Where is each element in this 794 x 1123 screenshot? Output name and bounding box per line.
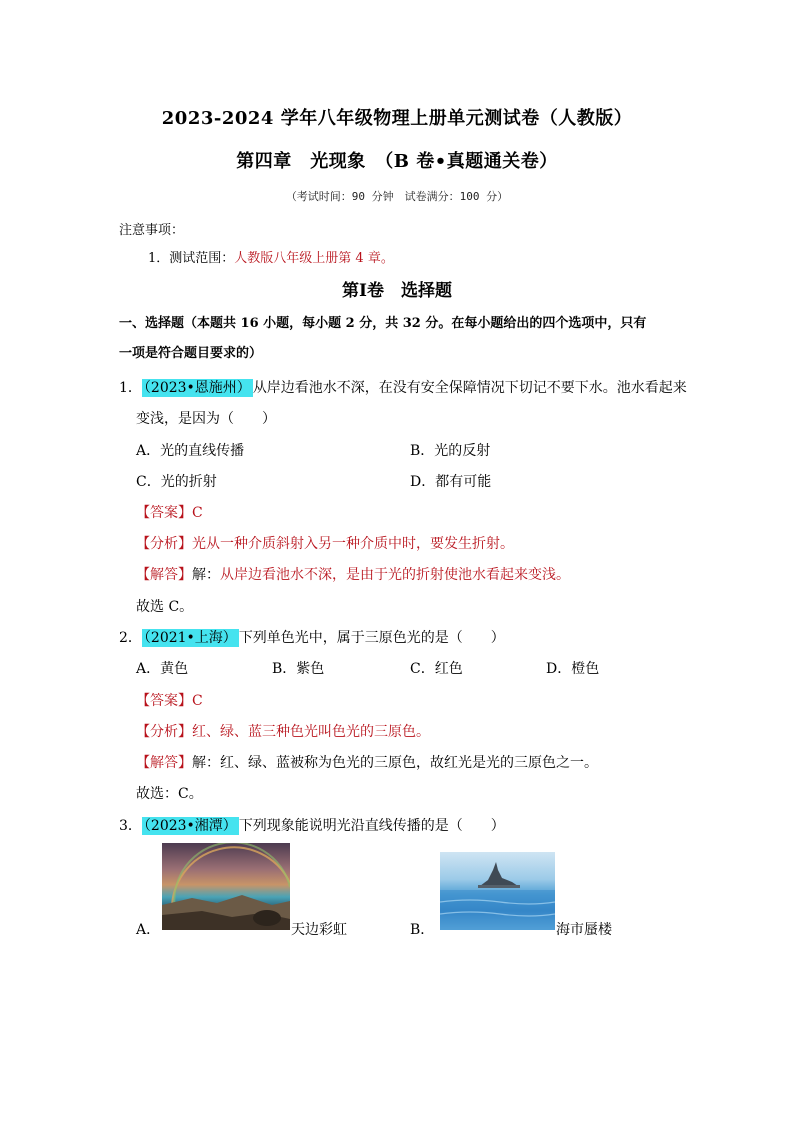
question-3-source-tag: （2023•湘潭） (143, 818, 237, 834)
question-2-answer (136, 690, 203, 710)
question-2-analysis (136, 721, 430, 741)
chapter-title: 第四章 光现象 （B 卷•真题通关卷） (236, 151, 558, 172)
solution-label: 【解答】 (136, 755, 192, 771)
question-2-option-d: D．橙色 (546, 661, 600, 677)
instructions-line-2: 一项是符合题目要求的） (119, 346, 263, 361)
question-2-option-c: C．红色 (410, 661, 463, 677)
question-2-solution (136, 752, 598, 772)
question-2-source-tag: （2021•上海） (143, 630, 237, 646)
question-2-option-a: A．黄色 (136, 661, 189, 677)
solution-label: 【解答】 (136, 567, 192, 583)
question-1-answer (136, 502, 203, 522)
question-2-stem (119, 627, 505, 647)
scope-label: 1．测试范围： (148, 251, 235, 266)
analysis-text: 红、绿、蓝三种色光叫色光的三原色。 (192, 724, 430, 740)
solution-text: 红、绿、蓝被称为色光的三原色，故红光是光的三原色之一。 (220, 755, 598, 771)
analysis-label: 【分析】 (136, 724, 192, 740)
question-1-stem (119, 377, 687, 397)
question-2-text: 下列单色光中，属于三原色光的是（ ） (238, 630, 505, 646)
rainbow-illustration (162, 843, 290, 930)
question-2-final: 故选：C。 (136, 786, 203, 802)
question-3-text: 下列现象能说明光沿直线传播的是（ ） (238, 818, 505, 834)
question-2-number: 2． (119, 630, 142, 646)
exam-meta: （考试时间：90 分钟 试卷满分：100 分） (285, 190, 509, 203)
analysis-text: 光从一种介质斜射入另一种介质中时，要发生折射。 (192, 536, 514, 552)
instructions-line-1: 一、选择题（本题共 16 小题，每小题 2 分，共 32 分。在每小题给出的四个选项中，只有 (119, 316, 647, 331)
question-1-analysis (136, 533, 514, 553)
solution-text: 从岸边看池水不深，是由于光的折射使池水看起来变浅。 (220, 567, 570, 583)
question-3-option-b-label: B． (410, 922, 435, 938)
answer-value: C (192, 693, 203, 709)
question-1-text-line-2: 变浅，是因为（ ） (136, 411, 276, 427)
question-1-source-tag: （2023•恩施州） (143, 380, 251, 396)
mirage-photo (440, 852, 555, 930)
mirage-illustration (440, 852, 555, 930)
rainbow-photo (162, 843, 290, 930)
question-1-text-line-1: 从岸边看池水不深，在没有安全保障情况下切记不要下水。池水看起来 (252, 380, 687, 396)
solution-prefix: 解： (192, 755, 220, 771)
question-3-number: 3． (119, 818, 142, 834)
solution-prefix: 解： (192, 567, 220, 583)
scope-value: 人教版八年级上册第 4 章。 (234, 251, 394, 266)
document-title: 2023-2024 学年八年级物理上册单元测试卷（人教版） (161, 108, 633, 129)
question-3-option-a-label: A． (136, 922, 161, 938)
question-3-stem (119, 815, 505, 835)
question-1-option-c: C．光的折射 (136, 474, 217, 490)
answer-label: 【答案】 (136, 693, 192, 709)
notes-heading: 注意事项： (119, 223, 185, 238)
question-1-option-b: B．光的反射 (410, 443, 491, 459)
section-title: 第Ⅰ卷 选择题 (342, 281, 452, 301)
question-3-option-b-caption: 海市蜃楼 (556, 922, 612, 938)
question-1-option-d: D．都有可能 (410, 474, 492, 490)
analysis-label: 【分析】 (136, 536, 192, 552)
answer-value: C (192, 505, 203, 521)
question-1-solution (136, 564, 570, 584)
question-1-final: 故选 C。 (136, 599, 194, 615)
answer-label: 【答案】 (136, 505, 192, 521)
question-2-option-b: B．紫色 (272, 661, 325, 677)
question-3-option-a-caption: 天边彩虹 (291, 922, 347, 938)
notes-item-scope (148, 247, 394, 266)
question-1-number: 1． (119, 380, 142, 396)
question-1-option-a: A．光的直线传播 (136, 443, 245, 459)
